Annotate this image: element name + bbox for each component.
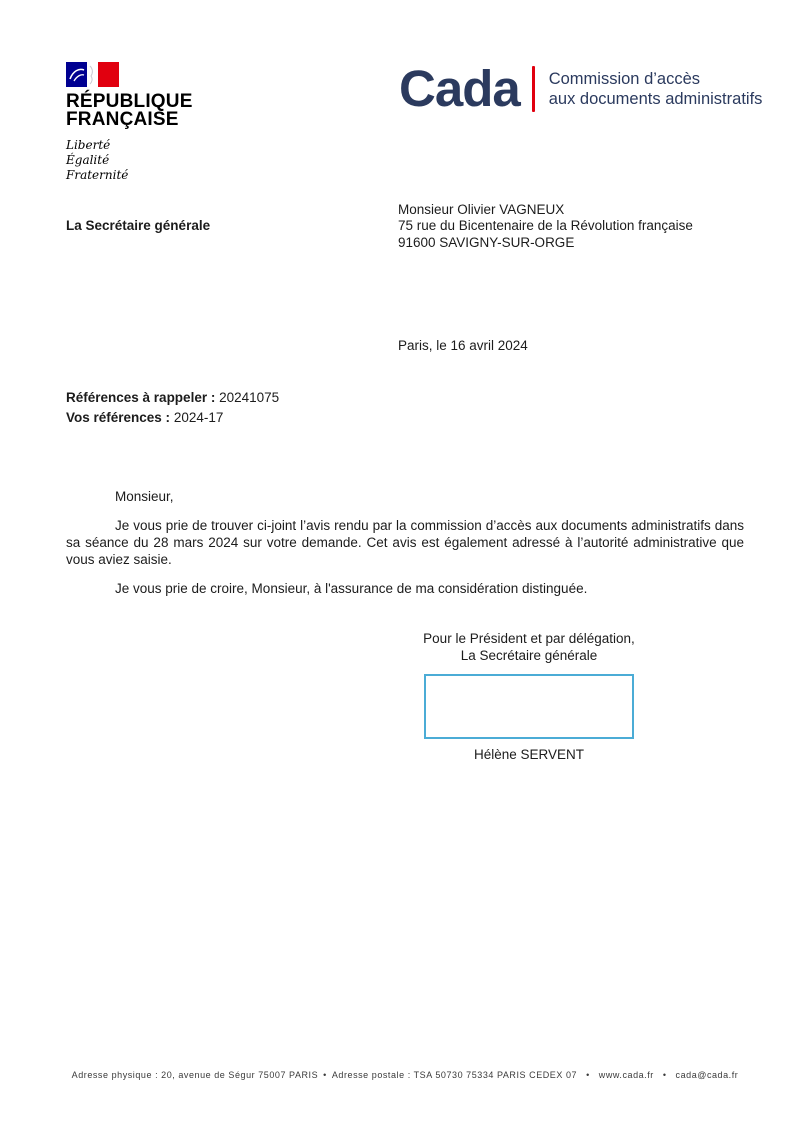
republique-title bbox=[66, 93, 193, 129]
reference-to-recall-label: Références à rappeler : bbox=[66, 390, 216, 405]
motto-egalite: Égalité bbox=[66, 153, 110, 167]
references-block bbox=[66, 388, 279, 428]
republique-title-line1: RÉPUBLIQUE bbox=[66, 91, 193, 112]
footer-website-link: www.cada.fr bbox=[598, 1070, 654, 1080]
signature-name: Hélène SERVENT bbox=[473, 747, 585, 762]
cada-logo bbox=[399, 62, 762, 116]
signature-role-line: La Secrétaire générale bbox=[460, 648, 598, 663]
your-reference-value: 2024-17 bbox=[173, 410, 224, 425]
reference-to-recall bbox=[66, 388, 279, 408]
motto-liberte: Liberté bbox=[66, 138, 111, 152]
footer-separator: • bbox=[586, 1070, 590, 1080]
signature-delegation-line: Pour le Président et par délégation, bbox=[423, 631, 635, 646]
page-footer bbox=[66, 1070, 744, 1080]
republique-title-line2: FRANÇAISE bbox=[66, 109, 179, 130]
footer-physical-address: Adresse physique : 20, avenue de Ségur 75007 PARIS bbox=[71, 1070, 319, 1080]
footer-email-link: cada@cada.fr bbox=[675, 1070, 739, 1080]
recipient-name: Monsieur Olivier VAGNEUX bbox=[398, 202, 565, 217]
footer-separator: • bbox=[662, 1070, 667, 1080]
footer-postal-address: Adresse postale : TSA 50730 75334 PARIS CEDEX 07 bbox=[331, 1070, 578, 1080]
your-reference bbox=[66, 408, 279, 428]
motto-fraternite: Fraternité bbox=[66, 168, 129, 182]
cada-tagline-line1: Commission d’accès bbox=[548, 70, 701, 88]
cada-logo-divider bbox=[532, 66, 535, 112]
cada-tagline bbox=[549, 69, 763, 109]
recipient-street: 75 rue du Bicentenaire de la Révolution française bbox=[398, 218, 693, 234]
french-flag-marianne-icon bbox=[66, 62, 119, 87]
salutation: Monsieur, bbox=[115, 489, 174, 504]
reference-to-recall-value: 20241075 bbox=[219, 390, 280, 405]
letter-body bbox=[66, 488, 744, 597]
recipient-address bbox=[398, 202, 693, 251]
recipient-city: 91600 SAVIGNY-SUR-ORGE bbox=[398, 234, 575, 250]
cada-wordmark: Cada bbox=[399, 60, 520, 117]
sender-title: La Secrétaire générale bbox=[66, 218, 211, 233]
signature-block bbox=[393, 630, 665, 763]
body-paragraph-1: Je vous prie de trouver ci-joint l’avis rendu par la commission d’accès aux documents administratifs dans sa séance du 28 mars 2024 sur votre demande. Cet avis est également adressé à l’autorité administrative que vous aviez saisie. bbox=[66, 518, 744, 567]
republique-francaise-block bbox=[66, 62, 193, 183]
signature-box bbox=[424, 674, 634, 739]
republique-motto bbox=[66, 138, 193, 183]
dateline: Paris, le 16 avril 2024 bbox=[398, 338, 528, 353]
footer-separator: • bbox=[323, 1070, 327, 1080]
body-paragraph-2: Je vous prie de croire, Monsieur, à l'assurance de ma considération distinguée. bbox=[115, 581, 588, 596]
your-reference-label: Vos références : bbox=[66, 410, 171, 425]
cada-tagline-line2: aux documents administratifs bbox=[548, 90, 763, 108]
